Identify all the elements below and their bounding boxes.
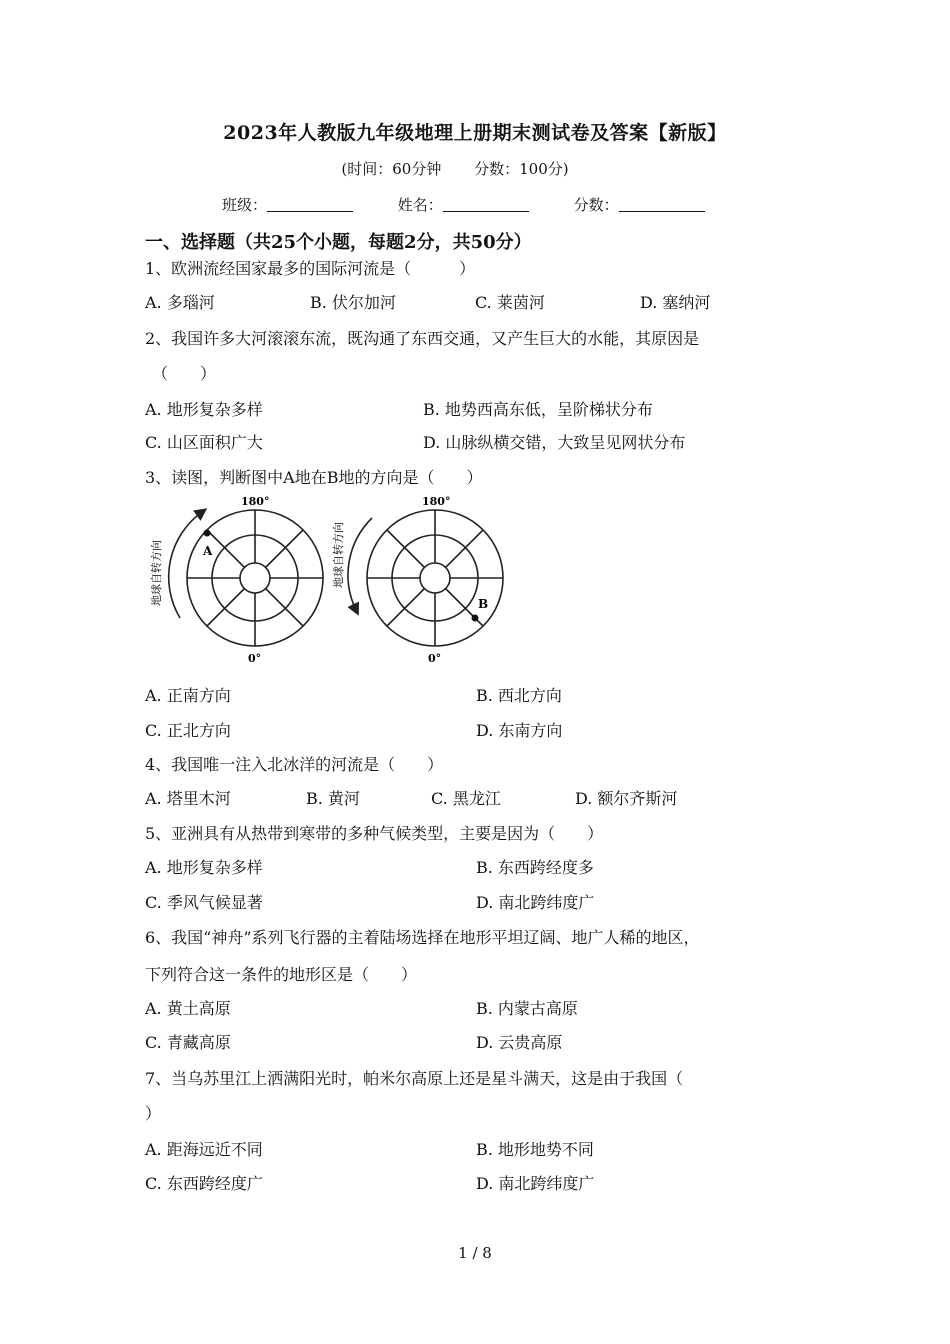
q3-option-d: D. 东南方向 bbox=[476, 721, 563, 740]
question-1: 1、欧洲流经国家最多的国际河流是（ ） bbox=[145, 259, 476, 278]
q3-option-c: C. 正北方向 bbox=[145, 721, 231, 740]
q7-option-b: B. 地形地势不同 bbox=[476, 1140, 594, 1159]
document-title: 2023年人教版九年级地理上册期末测试卷及答案【新版】 bbox=[223, 122, 727, 144]
q6-option-b: B. 内蒙古高原 bbox=[476, 999, 578, 1018]
left-polar-diagram bbox=[169, 510, 323, 646]
q1-option-d: D. 塞纳河 bbox=[640, 293, 711, 312]
q3-option-b: B. 西北方向 bbox=[476, 686, 562, 705]
point-a-marker bbox=[204, 530, 211, 537]
q2-option-b: B. 地势西高东低，呈阶梯状分布 bbox=[423, 400, 653, 419]
q7-option-a: A. 距海远近不同 bbox=[145, 1140, 263, 1159]
student-info bbox=[222, 194, 745, 215]
polar-view-figure bbox=[140, 490, 540, 670]
question-3: 3、读图，判断图中A地在B地的方向是（ ） bbox=[145, 468, 483, 487]
name-field[interactable]: 姓名： bbox=[398, 194, 529, 215]
left-0-label: 0° bbox=[248, 652, 262, 665]
q1-option-c: C. 莱茵河 bbox=[475, 293, 545, 312]
right-rotation-label: 地球自转方向 bbox=[332, 522, 345, 588]
total-score: 分数：100分) bbox=[474, 160, 569, 178]
question-7: 7、当乌苏里江上洒满阳光时，帕米尔高原上还是星斗满天，这是由于我国（ bbox=[145, 1069, 684, 1088]
question-4: 4、我国唯一注入北冰洋的河流是（ ） bbox=[145, 755, 444, 774]
class-field[interactable]: 班级： bbox=[222, 194, 353, 215]
q6-option-c: C. 青藏高原 bbox=[145, 1033, 231, 1052]
left-180-label: 180° bbox=[241, 495, 270, 508]
q1-option-b: B. 伏尔加河 bbox=[310, 293, 396, 312]
exam-meta bbox=[0, 158, 910, 179]
question-6-line2: 下列符合这一条件的地形区是（ ） bbox=[145, 965, 418, 984]
right-polar-diagram bbox=[348, 510, 503, 646]
point-b-marker bbox=[472, 615, 479, 622]
q2-option-d: D. 山脉纵横交错，大致呈见网状分布 bbox=[423, 433, 686, 452]
q5-option-d: D. 南北跨纬度广 bbox=[476, 893, 595, 912]
page-number: 1 / 8 bbox=[458, 1244, 492, 1262]
left-rotation-label: 地球自转方向 bbox=[150, 540, 163, 606]
q2-option-a: A. 地形复杂多样 bbox=[145, 400, 263, 419]
q5-option-c: C. 季风气候显著 bbox=[145, 893, 263, 912]
q4-option-d: D. 额尔齐斯河 bbox=[575, 789, 678, 808]
point-a-label: A bbox=[203, 544, 213, 558]
q4-option-c: C. 黑龙江 bbox=[431, 789, 501, 808]
section-heading: 一、选择题（共25个小题，每题2分，共50分） bbox=[145, 232, 532, 253]
question-2: 2、我国许多大河滚滚东流，既沟通了东西交通，又产生巨大的水能，其原因是 bbox=[145, 329, 700, 348]
score-field[interactable]: 分数： bbox=[574, 194, 705, 215]
right-180-label: 180° bbox=[422, 495, 451, 508]
q6-option-a: A. 黄土高原 bbox=[145, 999, 231, 1018]
q4-option-b: B. 黄河 bbox=[306, 789, 360, 808]
question-7-line2: ） bbox=[145, 1104, 162, 1123]
question-2-blank: （ ） bbox=[152, 364, 217, 383]
question-5: 5、亚洲具有从热带到寒带的多种气候类型，主要是因为（ ） bbox=[145, 824, 604, 843]
time-limit: (时间：60分钟 bbox=[341, 160, 442, 178]
point-b-label: B bbox=[478, 597, 489, 611]
q7-option-d: D. 南北跨纬度广 bbox=[476, 1174, 595, 1193]
right-0-label: 0° bbox=[428, 652, 442, 665]
q5-option-a: A. 地形复杂多样 bbox=[145, 858, 263, 877]
q4-option-a: A. 塔里木河 bbox=[145, 789, 231, 808]
q2-option-c: C. 山区面积广大 bbox=[145, 433, 263, 452]
q3-option-a: A. 正南方向 bbox=[145, 686, 231, 705]
q5-option-b: B. 东西跨经度多 bbox=[476, 858, 594, 877]
question-6: 6、我国“神舟”系列飞行器的主着陆场选择在地形平坦辽阔、地广人稀的地区， bbox=[145, 928, 700, 947]
q1-option-a: A. 多瑙河 bbox=[145, 293, 215, 312]
q6-option-d: D. 云贵高原 bbox=[476, 1033, 563, 1052]
q7-option-c: C. 东西跨经度广 bbox=[145, 1174, 263, 1193]
